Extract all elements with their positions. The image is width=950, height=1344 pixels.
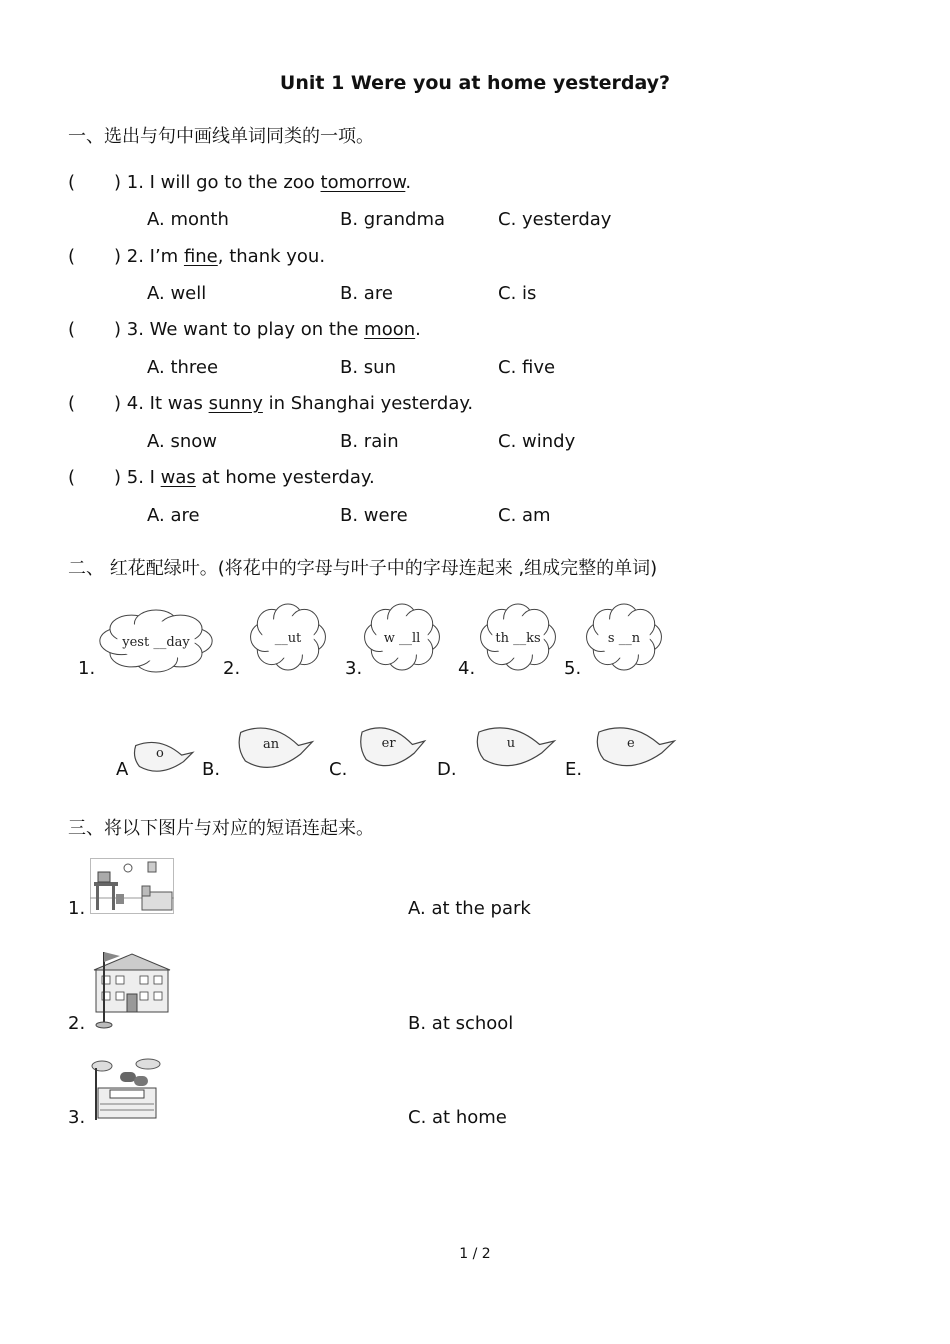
flower-icon	[102, 610, 210, 672]
leaf-icon	[236, 722, 314, 774]
leaf-letters: er	[381, 736, 396, 751]
leaf-icon	[474, 722, 556, 772]
flower-number: 5.	[564, 658, 582, 679]
answer-option: B. grandma	[340, 209, 446, 230]
answer-option: B. rain	[340, 431, 399, 452]
answer-blank[interactable]: (	[68, 172, 76, 193]
leaf-icon	[132, 738, 194, 776]
answer-option: B. sun	[340, 357, 396, 378]
leaf-icon	[358, 722, 426, 772]
flower-icon	[588, 604, 660, 670]
question-text: ) 1. I will go to the zoo	[114, 172, 321, 193]
flower-letters: w __ll	[383, 631, 421, 646]
flower-number: 1.	[78, 658, 96, 679]
answer-option: A. are	[147, 505, 200, 526]
answer-option: A. month	[147, 209, 229, 230]
answer-option: B. were	[340, 505, 408, 526]
phrase-c: C. at home	[408, 1107, 507, 1128]
answer-option: C. yesterday	[498, 209, 612, 230]
school-building-icon	[90, 948, 174, 1030]
underlined-word: moon	[364, 319, 416, 340]
flower-number: 3.	[345, 658, 363, 679]
picture-number: 2.	[68, 1013, 86, 1034]
answer-option: C. am	[498, 505, 551, 526]
question-line	[68, 319, 421, 340]
answer-option: A. well	[147, 283, 207, 304]
question-rest: at home yesterday.	[195, 467, 375, 488]
underlined-word: sunny	[208, 393, 263, 414]
leaf-letters: u	[506, 736, 516, 751]
question-rest: .	[405, 172, 412, 193]
flower-icon	[252, 604, 324, 670]
underlined-word: tomorrow	[320, 172, 406, 193]
flower-number: 2.	[223, 658, 241, 679]
flower-letters: __ut	[274, 631, 302, 646]
flower-letters: th __ks	[495, 631, 541, 646]
page-number: 1 / 2	[459, 1246, 491, 1262]
phrase-b: B. at school	[408, 1013, 514, 1034]
question-text: ) 3. We want to play on the	[114, 319, 365, 340]
answer-blank[interactable]: (	[68, 393, 76, 414]
question-rest: , thank you.	[217, 246, 326, 267]
flower-icon	[482, 604, 554, 670]
question-text: ) 2. I’m	[114, 246, 184, 267]
answer-option: C. windy	[498, 431, 576, 452]
bedroom-icon	[90, 858, 174, 914]
leaf-label: C.	[329, 759, 348, 780]
answer-option: A. snow	[147, 431, 217, 452]
answer-option: C. five	[498, 357, 556, 378]
leaf-label: A	[116, 759, 129, 780]
answer-option: B. are	[340, 283, 393, 304]
answer-blank[interactable]: (	[68, 467, 76, 488]
question-rest: .	[415, 319, 421, 340]
leaf-label: E.	[565, 759, 583, 780]
picture-number: 1.	[68, 898, 86, 919]
question-line	[68, 172, 411, 193]
question-line	[68, 393, 473, 414]
question-text: ) 5. I	[114, 467, 161, 488]
leaf-letters: o	[155, 746, 164, 761]
leaf-label: D.	[437, 759, 457, 780]
question-line	[68, 467, 375, 488]
flower-letters: s __n	[607, 631, 641, 646]
flower-icon	[366, 604, 438, 670]
picture-number: 3.	[68, 1107, 86, 1128]
page-title: Unit 1 Were you at home yesterday?	[279, 72, 671, 94]
section3-heading: 三、将以下图片与对应的短语连起来。	[68, 818, 374, 839]
flower-letters: yest __day	[122, 635, 190, 650]
question-text: ) 4. It was	[114, 393, 209, 414]
answer-blank[interactable]: (	[68, 246, 76, 267]
leaf-label: B.	[202, 759, 221, 780]
flower-number: 4.	[458, 658, 476, 679]
section2-heading: 二、 红花配绿叶。(将花中的字母与叶子中的字母连起来 ,组成完整的单词)	[68, 558, 658, 579]
answer-option: A. three	[147, 357, 219, 378]
underlined-word: was	[160, 467, 196, 488]
answer-blank[interactable]: (	[68, 319, 76, 340]
phrase-a: A. at the park	[408, 898, 531, 919]
question-rest: in Shanghai yesterday.	[262, 393, 474, 414]
leaf-letters: an	[263, 737, 280, 752]
leaf-letters: e	[627, 736, 635, 751]
question-line	[68, 246, 325, 267]
section1-heading: 一、选出与句中画线单词同类的一项。	[68, 126, 374, 147]
underlined-word: fine	[183, 246, 218, 267]
leaf-icon	[594, 722, 676, 772]
answer-option: C. is	[498, 283, 537, 304]
park-icon	[90, 1058, 164, 1124]
